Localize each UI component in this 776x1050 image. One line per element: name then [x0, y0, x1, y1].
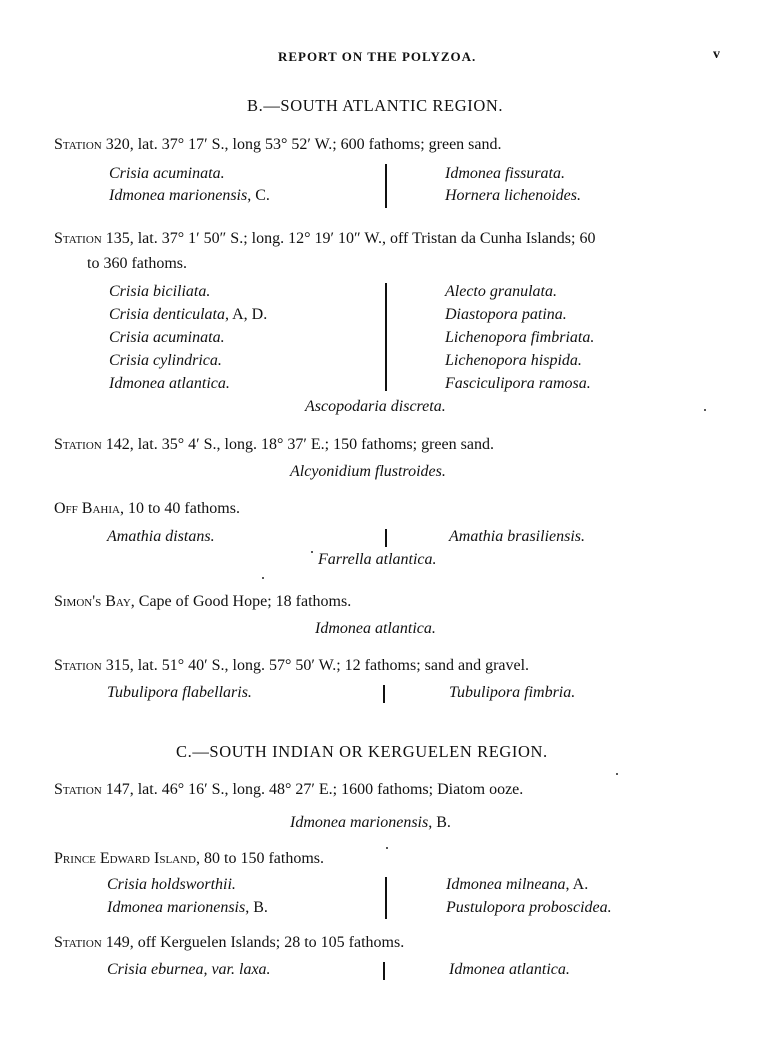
section-heading-c: C.—SOUTH INDIAN OR KERGUELEN REGION. — [176, 742, 548, 761]
print-speck — [262, 577, 264, 579]
species-name: Ascopodaria discreta. — [305, 398, 446, 415]
species-name: Idmonea atlantica. — [109, 375, 230, 392]
running-title: REPORT ON THE POLYZOA. — [278, 49, 477, 64]
station-label: Station — [54, 436, 102, 453]
station-details: , 10 to 40 fathoms. — [119, 500, 240, 517]
species-name: Idmonea milneana — [446, 876, 566, 893]
station-entry — [54, 593, 351, 611]
section-heading-b: B.—SOUTH ATLANTIC REGION. — [247, 96, 504, 115]
station-entry — [54, 436, 494, 454]
station-details: 149, off Kerguelen Islands; 28 to 105 fathoms. — [101, 934, 405, 951]
station-details: , Cape of Good Hope; 18 fathoms. — [130, 593, 352, 610]
species-name: Alcyonidium flustroides. — [290, 463, 446, 480]
species-name: Hornera lichenoides. — [445, 187, 581, 204]
station-entry — [54, 781, 523, 799]
species-name: Diastopora patina. — [445, 306, 567, 323]
species-name: Crisia acuminata. — [109, 165, 225, 182]
species-name: Idmonea marionensis — [290, 814, 429, 831]
station-details: , 80 to 150 fathoms. — [196, 850, 324, 867]
species-name: Crisia denticulata — [109, 306, 225, 323]
species-entry — [107, 899, 268, 917]
species-name: Amathia brasiliensis. — [449, 528, 586, 545]
column-divider — [383, 962, 385, 980]
species-entry — [109, 306, 267, 324]
species-name: Farrella atlantica. — [318, 551, 437, 568]
species-name: Idmonea marionensis — [109, 187, 248, 204]
station-label: Station — [54, 781, 102, 798]
column-divider — [385, 877, 387, 919]
species-entry — [446, 876, 588, 894]
column-divider — [385, 283, 387, 391]
species-name: Tubulipora fimbria. — [449, 684, 576, 701]
station-entry — [54, 850, 324, 868]
print-speck — [616, 773, 618, 775]
species-name: Crisia holdsworthii. — [107, 876, 236, 893]
station-entry — [54, 500, 240, 518]
station-label: Station — [54, 136, 102, 153]
station-details: 142, lat. 35° 4′ S., long. 18° 37′ E.; 150 fathoms; green sand. — [101, 436, 494, 453]
species-name: Idmonea atlantica. — [449, 961, 570, 978]
species-authority: , A. — [565, 876, 589, 893]
station-label: Station — [54, 657, 102, 674]
station-label: Station — [54, 230, 102, 247]
station-entry — [54, 230, 595, 248]
species-name: Crisia acuminata. — [109, 329, 225, 346]
species-authority: , A, D. — [225, 306, 268, 323]
species-authority: , C. — [247, 187, 270, 204]
station-label: Prince Edward Island — [54, 850, 196, 867]
species-authority: , B. — [245, 899, 268, 916]
station-details: 147, lat. 46° 16′ S., long. 48° 27′ E.; 1600 fathoms; Diatom ooze. — [101, 781, 524, 798]
species-entry — [109, 187, 270, 205]
station-details: 320, lat. 37° 17′ S., long 53° 52′ W.; 600 fathoms; green sand. — [101, 136, 502, 153]
species-name: Crisia eburnea, var. laxa. — [107, 961, 271, 978]
column-divider — [383, 685, 385, 703]
station-details-continued: to 360 fathoms. — [87, 255, 187, 272]
column-divider — [385, 164, 387, 208]
species-name: Tubulipora flabellaris. — [107, 684, 252, 701]
station-entry — [54, 136, 502, 154]
print-speck — [704, 409, 706, 411]
page-number: v — [713, 47, 721, 62]
species-name: Fasciculipora ramosa. — [445, 375, 591, 392]
species-name: Idmonea marionensis — [107, 899, 246, 916]
species-name: Pustulopora proboscidea. — [446, 899, 612, 916]
station-label: Off Bahia — [54, 500, 120, 517]
species-name: Crisia biciliata. — [109, 283, 211, 300]
species-name: Idmonea atlantica. — [315, 620, 436, 637]
station-details: 315, lat. 51° 40′ S., long. 57° 50′ W.; 12 fathoms; sand and gravel. — [101, 657, 530, 674]
species-name: Lichenopora fimbriata. — [445, 329, 595, 346]
species-name: Alecto granulata. — [445, 283, 557, 300]
print-speck — [386, 847, 388, 849]
species-name: Crisia cylindrica. — [109, 352, 222, 369]
station-label: Simon's Bay — [54, 593, 131, 610]
species-name: Lichenopora hispida. — [445, 352, 582, 369]
station-label: Station — [54, 934, 102, 951]
print-speck — [311, 551, 313, 553]
species-authority: , B. — [428, 814, 451, 831]
species-entry — [290, 814, 451, 832]
station-entry — [54, 657, 529, 675]
station-entry — [54, 934, 404, 952]
species-name: Amathia distans. — [107, 528, 215, 545]
station-details: 135, lat. 37° 1′ 50″ S.; long. 12° 19′ 10″ W., off Tristan da Cunha Islands; 60 — [101, 230, 596, 247]
species-name: Idmonea fissurata. — [445, 165, 565, 182]
column-divider — [385, 529, 387, 547]
